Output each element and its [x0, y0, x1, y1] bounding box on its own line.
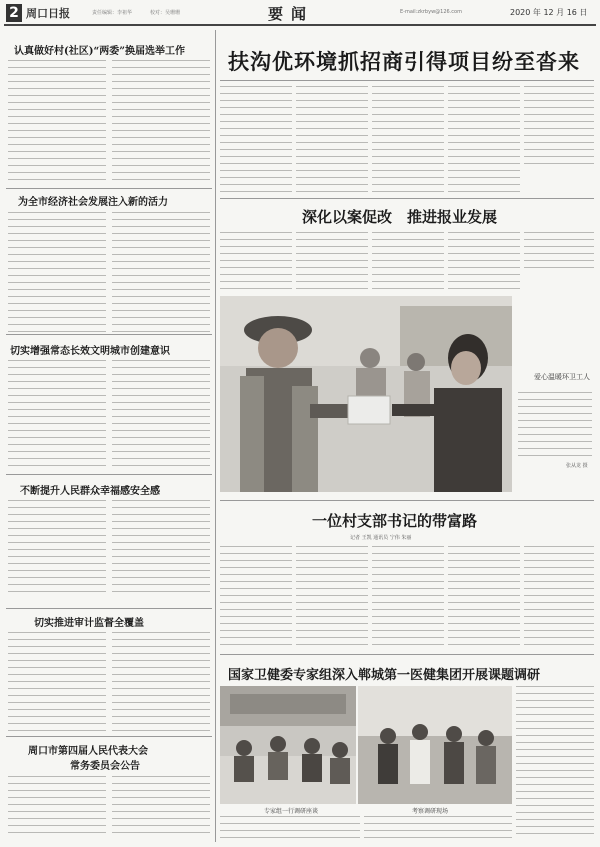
issue-date: 2020 年 12 月 16 日 — [510, 8, 588, 17]
health-story-col1 — [220, 816, 360, 840]
story-audit-col1 — [8, 632, 106, 732]
right-story-col3 — [372, 232, 444, 290]
health-story-side — [516, 686, 594, 836]
story-divider — [6, 188, 212, 189]
health-story-col2 — [364, 816, 512, 840]
section-divider — [220, 500, 594, 501]
lead-story-col2 — [296, 86, 368, 194]
proofreader-info: 校对：吴珊珊 — [150, 10, 181, 16]
paper-name: 周口日报 — [26, 7, 70, 20]
health-photo-left-caption: 专家组一行调研座谈 — [264, 808, 319, 815]
email-address: E-mail:zkrbyw@126.com — [400, 9, 462, 15]
right-story-headline: 深化以案促改 推进报业发展 — [302, 208, 498, 226]
story-economic-col1 — [8, 212, 106, 332]
story-economic-col2 — [112, 212, 210, 332]
page-number: 2 — [6, 4, 22, 22]
photo-credit: 张从龙 摄 — [566, 463, 588, 469]
right-story-col4 — [448, 232, 520, 290]
lead-story-col3 — [372, 86, 444, 194]
story-divider — [6, 608, 212, 609]
health-headline: 国家卫健委专家组深入郸城第一医健集团开展课题调研 — [228, 668, 541, 683]
section-divider — [220, 654, 594, 655]
photo-caption-title: 爱心温暖环卫工人 — [534, 373, 590, 381]
story-divider — [6, 736, 212, 737]
headline-economic-development: 为全市经济社会发展注入新的活力 — [18, 197, 168, 208]
story-civilized-col2 — [112, 360, 210, 472]
lead-headline: 扶沟优环境抓招商引得项目纷至沓来 — [228, 49, 580, 74]
masthead — [0, 0, 600, 28]
feature-byline: 记者 王凯 通讯员 宁伟 朱丽 — [350, 535, 412, 541]
story-divider — [6, 474, 212, 475]
column-divider — [215, 30, 216, 842]
health-photo-right — [358, 686, 512, 804]
headline-congress-announcement-line2: 常务委员会公告 — [70, 761, 140, 772]
photo-sanitation-workers — [220, 296, 512, 492]
health-photo-left — [220, 686, 356, 804]
lead-story-col1 — [220, 86, 292, 194]
editor-info: 责任编辑：李祖华 — [92, 10, 133, 16]
story-village-election-col2 — [112, 60, 210, 186]
story-village-election-col1 — [8, 60, 106, 186]
health-photo-right-caption: 考察调研现场 — [412, 808, 449, 815]
main-photo — [220, 296, 512, 492]
story-audit-col2 — [112, 632, 210, 732]
lead-story-col4 — [448, 86, 520, 194]
feature-col2 — [296, 546, 368, 650]
story-safety-col2 — [112, 500, 210, 596]
feature-col5 — [524, 546, 594, 650]
headline-people-safety: 不断提升人民群众幸福感安全感 — [20, 486, 160, 497]
feature-col1 — [220, 546, 292, 650]
right-story-col2 — [296, 232, 368, 290]
right-story-col5 — [524, 232, 594, 268]
feature-col4 — [448, 546, 520, 650]
announcement-col2 — [112, 776, 210, 838]
photo-site-visit — [358, 686, 512, 804]
announcement-col1 — [8, 776, 106, 838]
photo-caption-text — [518, 392, 592, 458]
headline-congress-announcement-line1: 周口市第四届人民代表大会 — [28, 746, 148, 757]
lead-story-col5 — [524, 86, 594, 170]
headline-audit-coverage: 切实推进审计监督全覆盖 — [34, 618, 144, 629]
masthead-rule — [4, 24, 596, 26]
feature-col3 — [372, 546, 444, 650]
lead-headline-rule — [220, 80, 594, 81]
headline-civilized-city: 切实增强常态长效文明城市创建意识 — [10, 346, 170, 357]
story-divider — [6, 334, 212, 335]
story-civilized-col1 — [8, 360, 106, 472]
headline-village-election: 认真做好村(社区)“两委”换届选举工作 — [14, 46, 185, 57]
story-safety-col1 — [8, 500, 106, 596]
feature-headline: 一位村支部书记的带富路 — [312, 512, 478, 530]
lead-bottom-rule — [220, 198, 594, 199]
right-story-col1 — [220, 232, 292, 290]
section-name: 要闻 — [268, 5, 315, 23]
photo-meeting — [220, 686, 356, 804]
